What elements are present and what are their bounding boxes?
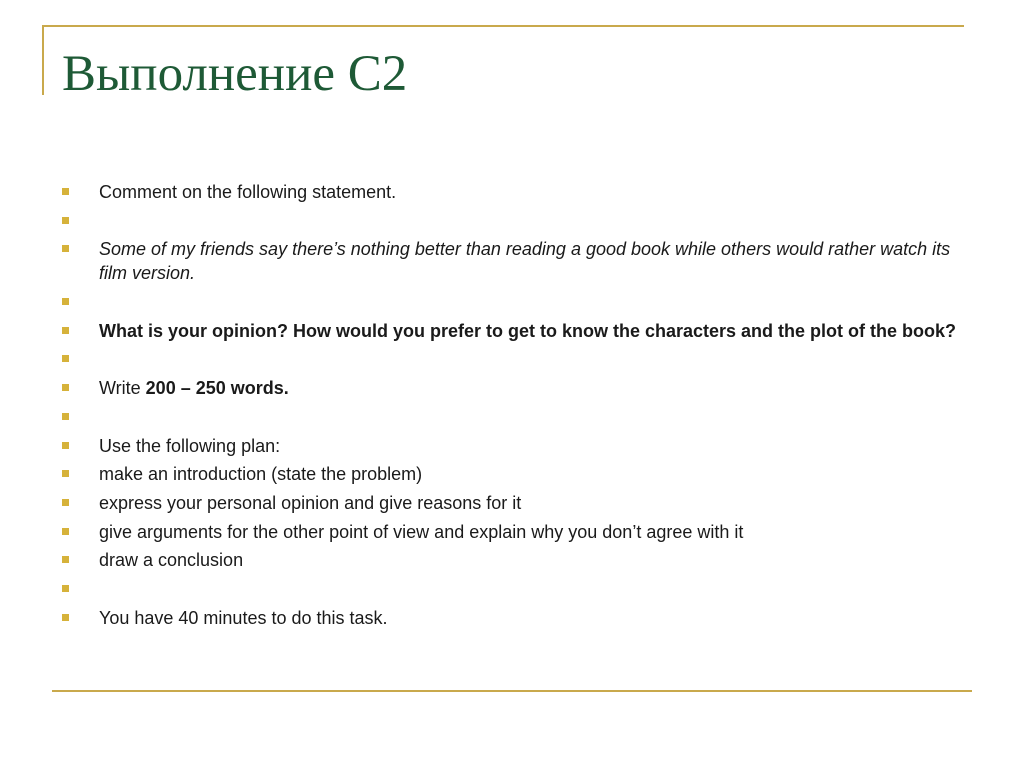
list-item-text: make an introduction (state the problem) <box>99 464 423 485</box>
list-item <box>62 462 962 486</box>
square-bullet-icon <box>62 614 69 621</box>
square-bullet-icon <box>62 384 69 391</box>
question-text: What is your opinion? How would you prefer to get to know the characters and the plot of the book? <box>99 320 957 341</box>
list-item <box>62 548 962 572</box>
list-item <box>62 405 962 429</box>
list-item <box>62 577 962 601</box>
list-item-text: draw a conclusion <box>99 550 244 571</box>
list-item <box>62 434 962 458</box>
word-count-value: 200 – 250 words. <box>145 378 289 399</box>
square-bullet-icon <box>62 413 69 420</box>
list-item-text: You have 40 minutes to do this task. <box>99 607 388 628</box>
slide-title: Выполнение С2 <box>62 46 408 102</box>
square-bullet-icon <box>62 355 69 362</box>
square-bullet-icon <box>62 245 69 252</box>
list-item <box>62 319 962 343</box>
left-divider <box>42 25 44 95</box>
list-item <box>62 347 962 371</box>
square-bullet-icon <box>62 585 69 592</box>
square-bullet-icon <box>62 528 69 535</box>
list-item-text: express your personal opinion and give reasons for it <box>99 492 522 513</box>
list-item <box>62 180 962 204</box>
square-bullet-icon <box>62 499 69 506</box>
list-item <box>62 376 962 400</box>
bullet-list <box>62 180 962 634</box>
square-bullet-icon <box>62 442 69 449</box>
square-bullet-icon <box>62 188 69 195</box>
square-bullet-icon <box>62 556 69 563</box>
square-bullet-icon <box>62 470 69 477</box>
list-item-text: give arguments for the other point of view and explain why you don’t agree with it <box>99 521 744 542</box>
list-item-text: Comment on the following statement. <box>99 182 397 202</box>
list-item <box>62 491 962 515</box>
list-item <box>62 290 962 314</box>
bottom-divider <box>52 690 972 692</box>
square-bullet-icon <box>62 327 69 334</box>
list-item <box>62 606 962 630</box>
square-bullet-icon <box>62 298 69 305</box>
list-item <box>62 209 962 233</box>
list-item <box>62 237 962 285</box>
square-bullet-icon <box>62 217 69 224</box>
statement-text: Some of my friends say there’s nothing better than reading a good book while others would rather watch its film version. <box>99 239 951 284</box>
list-item-text: Use the following plan: <box>99 435 281 456</box>
list-item <box>62 520 962 544</box>
word-count-prefix: Write <box>99 378 146 399</box>
top-divider <box>42 25 964 27</box>
